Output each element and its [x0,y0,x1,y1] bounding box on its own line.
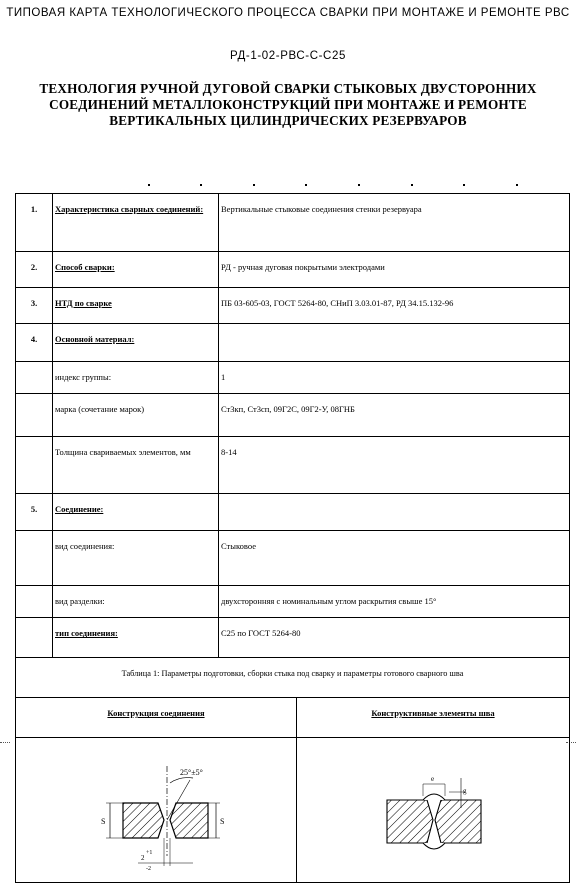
row-label: Толщина свариваемых элементов, мм [53,437,219,494]
table-row [16,586,570,618]
row-label-text: тип соединения: [55,628,118,638]
row-value: РД - ручная дуговая покрытыми электродами [219,252,570,288]
margin-dots-left [0,742,10,744]
row-value: Ст3кп, Ст3сп, 09Г2С, 09Г2-У, 08ГНБ [219,394,570,437]
right-plate [170,803,208,838]
table-row [16,494,570,531]
document-type-heading: ТИПОВАЯ КАРТА ТЕХНОЛОГИЧЕСКОГО ПРОЦЕССА СВАРКИ ПРИ МОНТАЖЕ И РЕМОНТЕ РВС [6,7,570,19]
row-value: Вертикальные стыковые соединения стенки резервуара [219,194,570,252]
table-row [16,394,570,437]
weld-width-label: e [431,775,435,783]
row-number [16,362,53,394]
row-number: 4. [16,324,53,362]
row-label [53,494,219,531]
row-label [53,252,219,288]
weld-bead-top [423,794,445,800]
row-label-text: НТД по сварке [55,298,112,308]
row-number [16,618,53,658]
weld-elements-drawing [297,738,570,883]
row-label: марка (сочетание марок) [53,394,219,437]
angle-label: 25°±5° [180,768,203,777]
row-label: индекс группы: [53,362,219,394]
row-label: вид разделки: [53,586,219,618]
row-number [16,531,53,586]
thickness-label: S [101,817,106,826]
row-label-text: Соединение: [55,504,104,514]
row-label [53,288,219,324]
dotted-separator [0,184,576,188]
welding-parameters-table [15,193,570,883]
row-number [16,437,53,494]
column-header-joint-design: Конструкция соединения [16,698,297,738]
table-row [16,288,570,324]
thickness-label-right: S [220,817,225,826]
row-label-text: Способ сварки: [55,262,115,272]
bead-height-label: g [463,787,467,795]
table-row [16,618,570,658]
table-row [16,362,570,394]
row-label-text: Характеристика сварных соединений: [55,204,204,214]
table-row [16,252,570,288]
row-value: ПБ 03-605-03, ГОСТ 5264-80, СНиП 3.03.01-87, РД 34.15.132-96 [219,288,570,324]
gap-tolerance-lower: -2 [146,866,151,872]
row-value: 8-14 [219,437,570,494]
right-plate-weld [435,800,481,843]
row-value: Стыковое [219,531,570,586]
table-row [16,437,570,494]
row-value [219,324,570,362]
row-number [16,586,53,618]
row-label-text: Основной материал: [55,334,135,344]
document-code: РД-1-02-РВС-С-С25 [230,50,346,62]
row-number: 3. [16,288,53,324]
column-header-weld-elements: Конструктивные элементы шва [297,698,570,738]
left-plate-weld [387,800,433,843]
row-number: 2. [16,252,53,288]
gap-label: 2 [141,854,145,862]
row-number: 5. [16,494,53,531]
table-row [16,194,570,252]
joint-design-drawing [16,738,297,883]
row-label: вид соединения: [53,531,219,586]
row-value: двухсторонняя с номинальным углом раскрытия свыше 15° [219,586,570,618]
row-label [53,618,219,658]
document-title: ТЕХНОЛОГИЯ РУЧНОЙ ДУГОВОЙ СВАРКИ СТЫКОВЫХ ДВУСТОРОННИХ СОЕДИНЕНИЙ МЕТАЛЛОКОНСТРУКЦИЙ ПРИ МОНТАЖЕ И РЕМОНТЕ ВЕРТИКАЛЬНЫХ ЦИЛИНДРИЧЕСКИХ РЕЗЕРВУАРОВ [39,81,537,128]
left-plate [123,803,164,838]
row-label [53,324,219,362]
row-value: С25 по ГОСТ 5264-80 [219,618,570,658]
table-row [16,531,570,586]
table-row [16,324,570,362]
table-caption: Таблица 1: Параметры подготовки, сборки стыка под сварку и параметры готового сварного шва [16,658,570,698]
row-value [219,494,570,531]
row-value: 1 [219,362,570,394]
row-number [16,394,53,437]
weld-bead-bottom [423,843,445,849]
gap-tolerance-upper: +1 [146,850,153,856]
row-number: 1. [16,194,53,252]
row-label [53,194,219,252]
